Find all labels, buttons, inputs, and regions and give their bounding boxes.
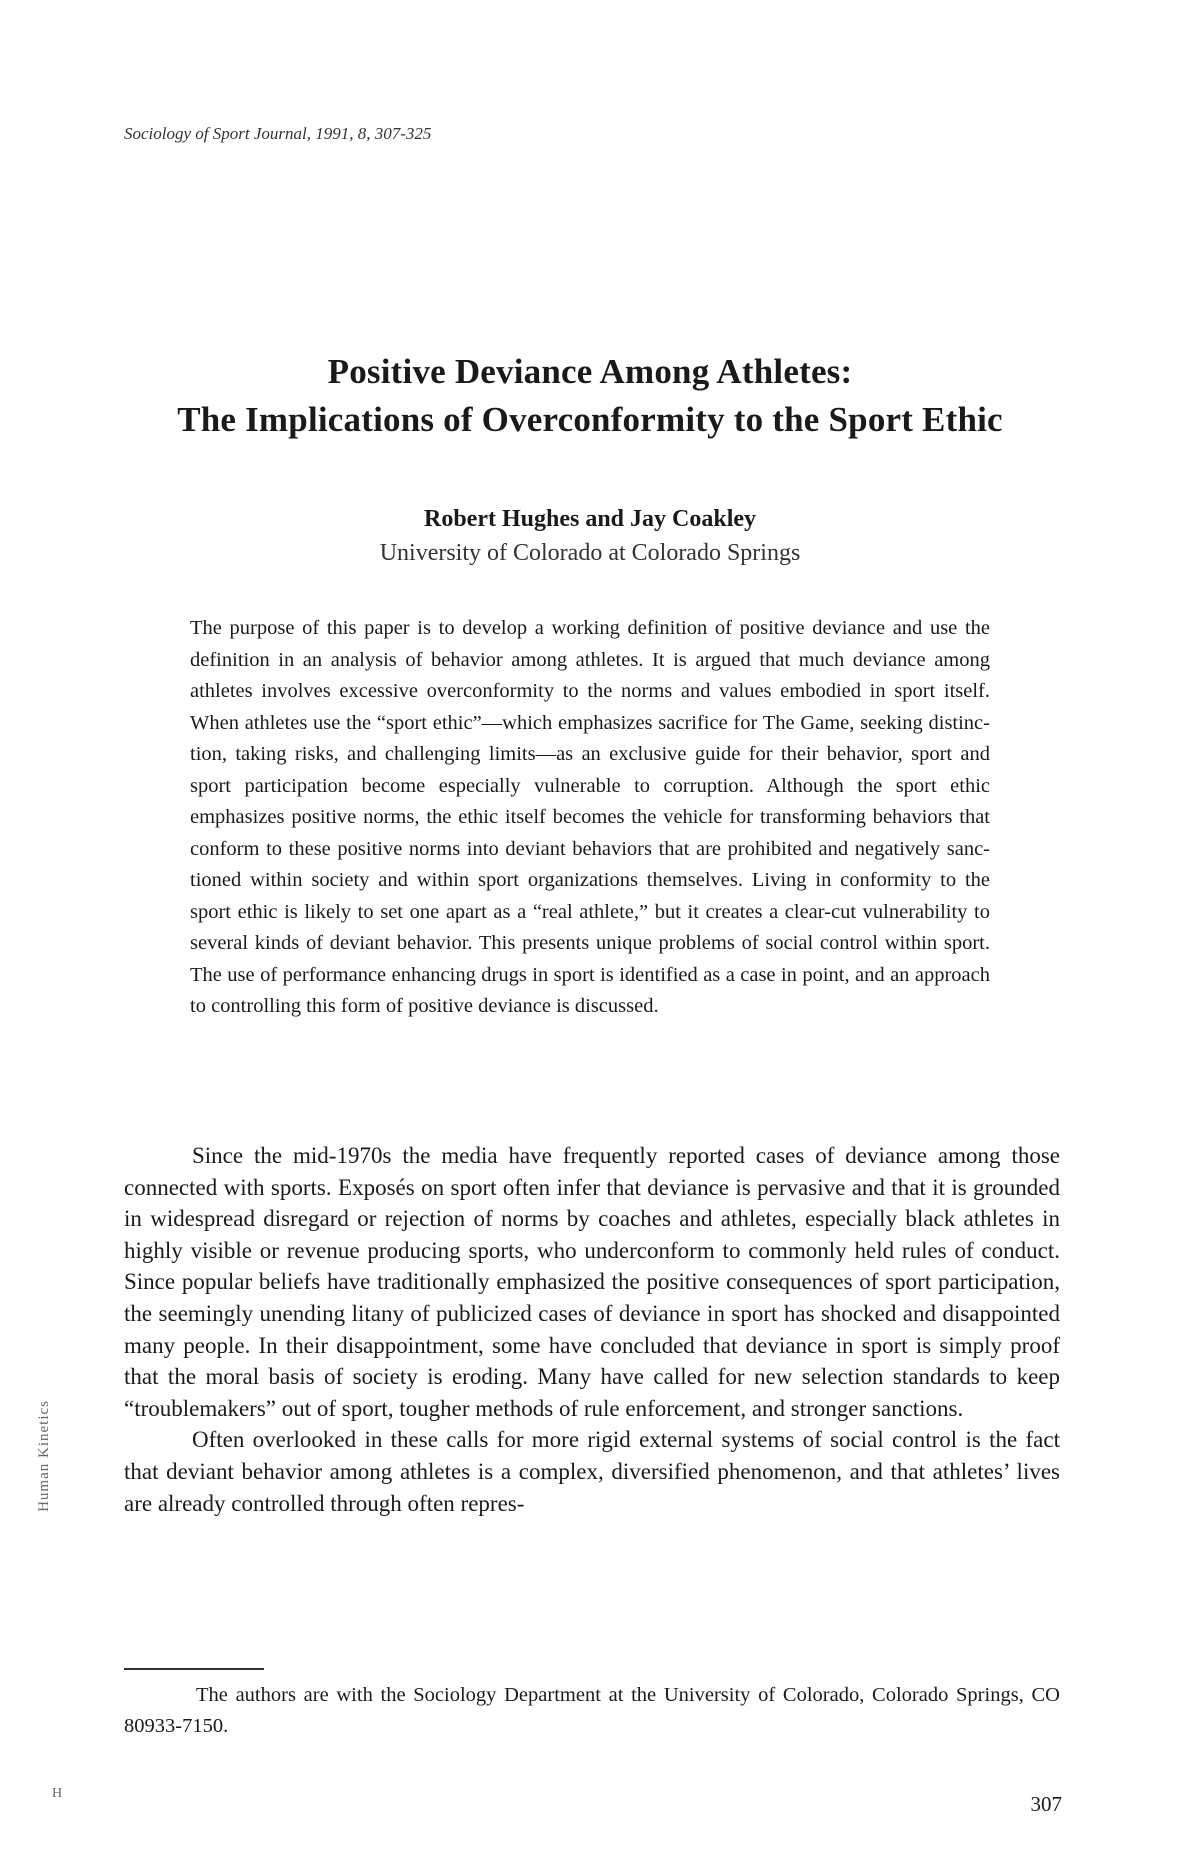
footnote: The authors are with the Sociology Department at the University of Colorado, Colorado Springs, CO 80933-7150. (124, 1684, 1060, 1737)
abstract: The purpose of this paper is to develop a working definition of positive deviance and use the definition in an analysis of behavior among athletes. It is argued that much deviance among athletes involves excessive overconformity to the norms and values embodied in sport itself. When athletes use the “sport ethic”—which emphasizes sacrifice for The Game, seeking distinction, taking risks, and challenging limits—as an exclusive guide for their behavior, sport and sport participation become especially vulnerable to corruption. Although the sport ethic emphasizes positive norms, the ethic itself becomes the vehicle for transforming behaviors that conform to these positive norms into deviant behaviors that are prohibited and negatively sanctioned within society and within sport organizations themselves. Living in conformity to the sport ethic is likely to set one apart as a “real athlete,” but it creates a clear-cut vulnerability to several kinds of deviant behavior. This presents unique problems of social control within sport. The use of performance enhancing drugs in sport is identified as a case in point, and an approach to controlling this form of positive deviance is discussed. (190, 617, 990, 1017)
title-line-2: The Implications of Overconformity to the Sport Ethic (177, 400, 1003, 439)
article-title (120, 348, 1060, 444)
author-names: Robert Hughes and Jay Coakley (423, 506, 757, 532)
body-text (124, 1140, 1060, 1519)
body-paragraph-1: Since the mid-1970s the media have frequently reported cases of deviance among those connected with sports. Exposés on sport often infer that deviance is pervasive and that it is grounded in widespread disregard or rejection of norms by coaches and athletes, especially black athletes in highly visible or revenue producing sports, who underconform to commonly held rules of conduct. Since popular beliefs have traditionally emphasized the positive consequences of sport participation, the seemingly unending litany of publicized cases of deviance in sport has shocked and disappointed many people. In their disappointment, some have concluded that deviance in sport is simply proof that the moral basis of society is eroding. Many have called for new selection standards to keep “troublemakers” out of sport, tougher methods of rule enforcement, and stronger sanctions. (124, 1143, 1060, 1421)
margin-mark: H (52, 1786, 63, 1801)
margin-stamp: Human Kinetics (36, 1400, 52, 1512)
body-paragraph-2: Often overlooked in these calls for more rigid external systems of social control is the fact that deviant behavior among athletes is a complex, diversified phenomenon, and that athletes’ lives are already controlled through often repres- (124, 1427, 1060, 1516)
journal-reference: Sociology of Sport Journal, 1991, 8, 307-325 (124, 124, 432, 143)
title-line-1: Positive Deviance Among Athletes: (327, 352, 853, 391)
footnote-divider (124, 1668, 264, 1670)
author-affiliation: University of Colorado at Colorado Springs (379, 540, 801, 566)
page-number: 307 (1030, 1792, 1062, 1816)
